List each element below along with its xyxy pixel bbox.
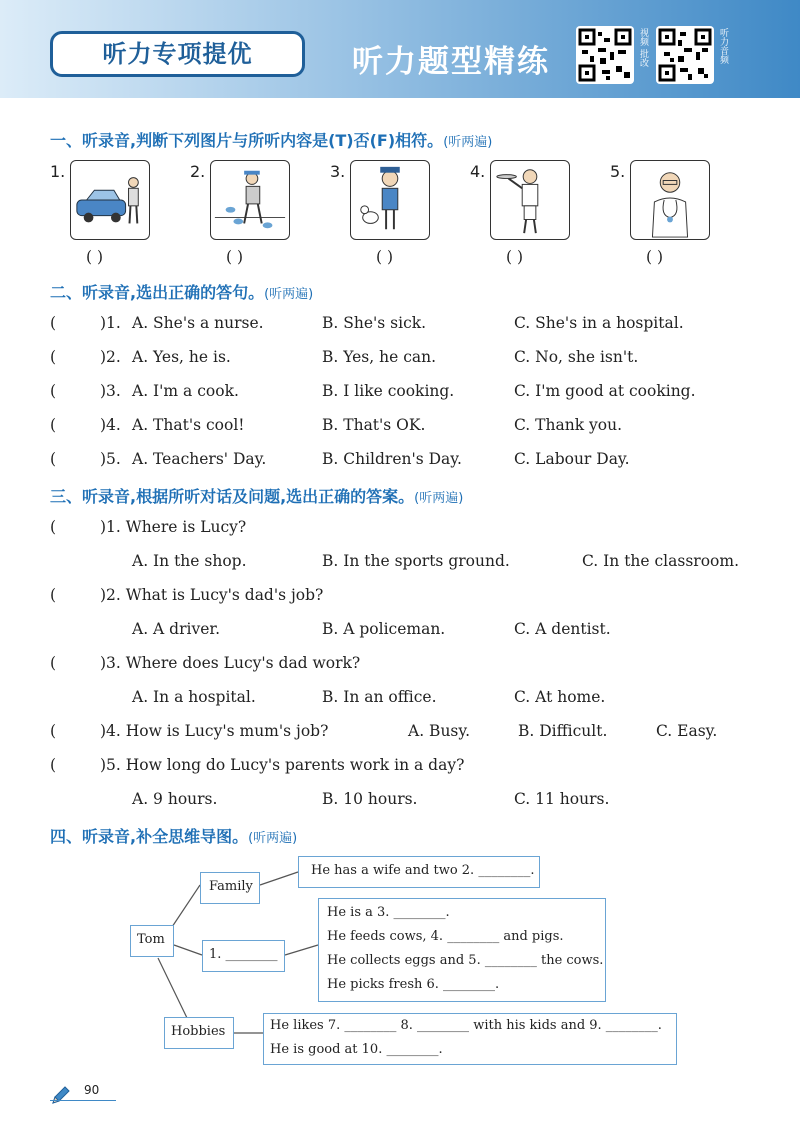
policeman-dog-icon <box>351 161 429 239</box>
answer-paren[interactable]: ( <box>50 382 57 400</box>
option-c: C. She's in a hospital. <box>514 314 684 332</box>
option-c: C. I'm good at cooking. <box>514 382 696 400</box>
option-c: C. Easy. <box>656 722 718 740</box>
qr-caption-audio: 听力音频 <box>718 28 728 64</box>
hobby-detail-line: He likes 7. ________ 8. ________ with his kids and 9. ________. <box>270 1018 662 1033</box>
doctor-icon <box>631 161 709 239</box>
pencil-icon <box>50 1084 72 1106</box>
question-text: )3. Where does Lucy's dad work? <box>100 654 361 672</box>
page-number: 90 <box>84 1083 100 1097</box>
option-b: B. Yes, he can. <box>322 348 437 366</box>
picture-farmer <box>210 160 290 240</box>
option-b: B. Difficult. <box>518 722 608 740</box>
question-number: )3. <box>100 382 121 400</box>
option-c: C. No, she isn't. <box>514 348 639 366</box>
option-a: A. In the shop. <box>132 552 247 570</box>
question-number: )1. <box>100 314 121 332</box>
section-4-title: 四、听录音,补全思维导图。(听两遍) <box>50 827 298 846</box>
job-detail-line: He is a 3. ________. <box>327 905 450 920</box>
option-b: B. 10 hours. <box>322 790 418 808</box>
option-c: C. At home. <box>514 688 606 706</box>
page-title: 听力题型精练 <box>352 44 550 80</box>
section-3-title: 三、听录音,根据所听对话及问题,选出正确的答案。(听两遍) <box>50 487 464 506</box>
picture-policeman <box>350 160 430 240</box>
answer-paren[interactable]: ( <box>50 518 57 536</box>
answer-paren[interactable]: ( <box>50 756 57 774</box>
footer-rule <box>50 1100 116 1101</box>
answer-paren[interactable]: ( <box>50 450 57 468</box>
job-detail-line: He feeds cows, 4. ________ and pigs. <box>327 929 564 944</box>
answer-paren[interactable]: ( <box>50 654 57 672</box>
picture-number: 1. <box>50 162 66 181</box>
option-c: C. In the classroom. <box>582 552 739 570</box>
question-number: )2. <box>100 348 121 366</box>
picture-doctor <box>630 160 710 240</box>
picture-waiter <box>490 160 570 240</box>
answer-blank[interactable]: ( ) <box>506 248 524 266</box>
job-detail-line: He picks fresh 6. ________. <box>327 977 500 992</box>
option-c: C. A dentist. <box>514 620 611 638</box>
picture-number: 5. <box>610 162 626 181</box>
option-a: A. Busy. <box>408 722 470 740</box>
answer-paren[interactable]: ( <box>50 416 57 434</box>
mindmap-job-node[interactable]: 1. ________ <box>202 940 285 972</box>
picture-number: 2. <box>190 162 206 181</box>
picture-number: 4. <box>470 162 486 181</box>
option-b: B. In the sports ground. <box>322 552 510 570</box>
mindmap-hobby-details <box>263 1013 677 1065</box>
option-b: B. Children's Day. <box>322 450 462 468</box>
option-b: B. That's OK. <box>322 416 426 434</box>
option-b: B. In an office. <box>322 688 437 706</box>
answer-paren[interactable]: ( <box>50 314 57 332</box>
mindmap-root: Tom <box>130 925 174 957</box>
question-number: )4. <box>100 416 121 434</box>
qr-caption-video: 视频 批改 <box>638 28 648 67</box>
answer-paren[interactable]: ( <box>50 722 57 740</box>
qr-code-icon <box>656 26 714 84</box>
option-c: C. 11 hours. <box>514 790 610 808</box>
picture-number: 3. <box>330 162 346 181</box>
option-a: A. Teachers' Day. <box>132 450 267 468</box>
answer-blank[interactable]: ( ) <box>646 248 664 266</box>
mindmap-family-node: Family <box>200 872 260 904</box>
mindmap-family-detail: He has a wife and two 2. ________. <box>298 856 540 888</box>
farmer-icon <box>211 161 289 239</box>
mindmap-job-details <box>318 898 606 1002</box>
option-a: A. I'm a cook. <box>132 382 239 400</box>
qr-code-video[interactable] <box>576 26 634 84</box>
qr-code-icon <box>576 26 634 84</box>
section-1-title: 一、听录音,判断下列图片与所听内容是(T)否(F)相符。(听两遍) <box>50 131 493 150</box>
answer-blank[interactable]: ( ) <box>376 248 394 266</box>
option-c: C. Labour Day. <box>514 450 630 468</box>
picture-car <box>70 160 150 240</box>
option-a: A. A driver. <box>132 620 221 638</box>
answer-blank[interactable]: ( ) <box>86 248 104 266</box>
option-a: A. 9 hours. <box>132 790 218 808</box>
section-2-title: 二、听录音,选出正确的答句。(听两遍) <box>50 283 314 302</box>
answer-paren[interactable]: ( <box>50 348 57 366</box>
question-number: )5. <box>100 450 121 468</box>
hobby-detail-line: He is good at 10. ________. <box>270 1042 443 1057</box>
option-c: C. Thank you. <box>514 416 623 434</box>
answer-blank[interactable]: ( ) <box>226 248 244 266</box>
section-label-box <box>50 31 305 77</box>
car-icon <box>71 161 149 239</box>
answer-paren[interactable]: ( <box>50 586 57 604</box>
option-b: B. A policeman. <box>322 620 446 638</box>
option-a: A. In a hospital. <box>132 688 256 706</box>
question-text: )4. How is Lucy's mum's job? <box>100 722 329 740</box>
option-a: A. Yes, he is. <box>132 348 231 366</box>
question-text: )1. Where is Lucy? <box>100 518 247 536</box>
option-b: B. I like cooking. <box>322 382 455 400</box>
qr-code-audio[interactable] <box>656 26 714 84</box>
option-b: B. She's sick. <box>322 314 427 332</box>
section-label: 听力专项提优 <box>102 40 253 68</box>
mindmap-hobbies-node: Hobbies <box>164 1017 234 1049</box>
option-a: A. She's a nurse. <box>132 314 264 332</box>
question-text: )5. How long do Lucy's parents work in a day? <box>100 756 465 774</box>
option-a: A. That's cool! <box>132 416 245 434</box>
waiter-icon <box>491 161 569 239</box>
question-text: )2. What is Lucy's dad's job? <box>100 586 324 604</box>
job-detail-line: He collects eggs and 5. ________ the cows. <box>327 953 604 968</box>
